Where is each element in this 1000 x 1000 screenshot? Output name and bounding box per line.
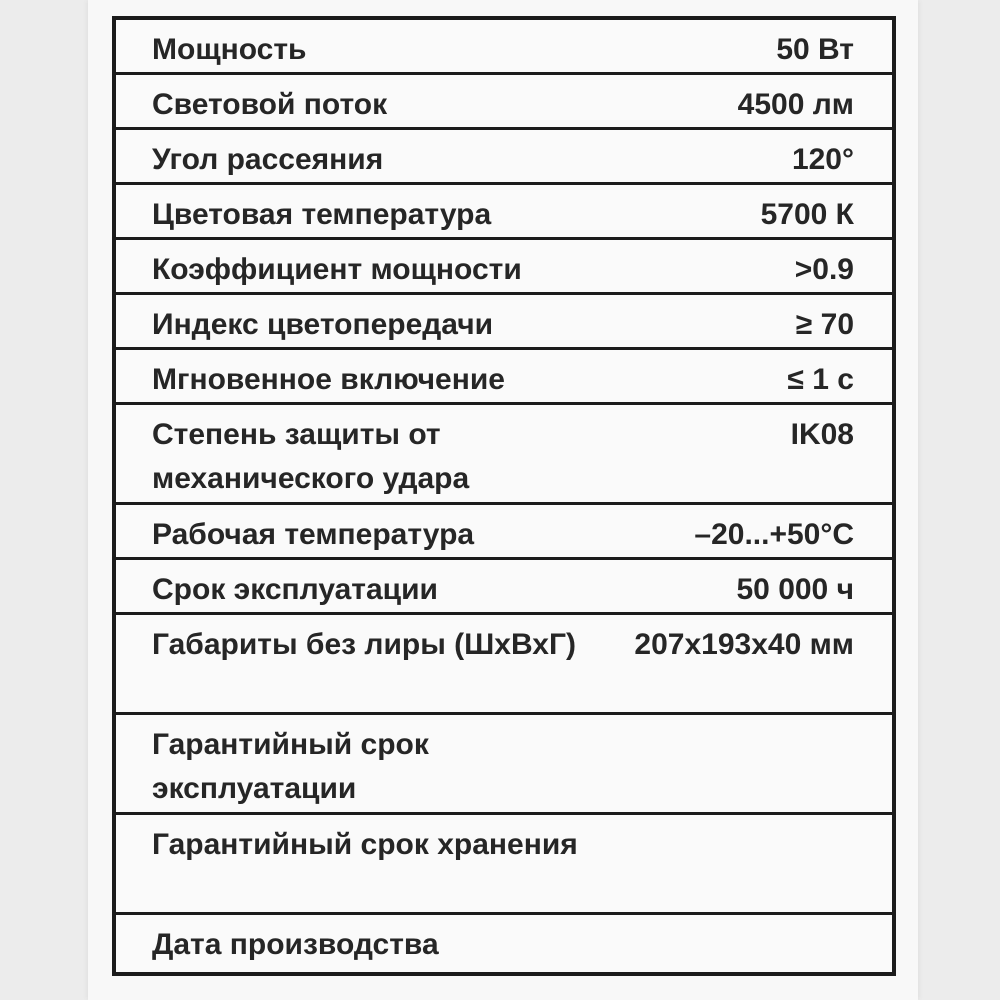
spec-row-warranty-storage <box>116 815 892 915</box>
spec-row-production-date <box>116 915 892 972</box>
spec-row-dimensions <box>116 615 892 715</box>
spec-value: ≥ 70 <box>795 308 854 341</box>
spec-value: 50 000 ч <box>736 573 854 606</box>
spec-label: Гарантийный срок хранения <box>152 828 578 861</box>
spec-value: 207х193х40 мм <box>634 628 854 661</box>
spec-value: –20...+50°С <box>694 518 854 551</box>
spec-row-beam-angle <box>116 130 892 185</box>
spec-value: 5700 К <box>760 198 854 231</box>
spec-row-color-rendering-index <box>116 295 892 350</box>
spec-label: Мгновенное включение <box>152 363 505 396</box>
spec-label: Дата производства <box>152 928 439 961</box>
spec-value: 4500 лм <box>737 88 854 121</box>
spec-value: IK08 <box>790 418 854 451</box>
spec-label: Срок эксплуатации <box>152 573 438 606</box>
spec-label: Индекс цветопередачи <box>152 308 494 341</box>
spec-label: Угол рассеяния <box>152 143 384 176</box>
spec-label: Коэффициент мощности <box>152 253 522 286</box>
spec-row-power-factor <box>116 240 892 295</box>
spec-value: ≤ 1 с <box>787 363 854 396</box>
spec-row-color-temperature <box>116 185 892 240</box>
spec-value: >0.9 <box>794 253 854 286</box>
spec-row-power <box>116 20 892 75</box>
spec-table <box>112 16 896 976</box>
spec-row-operating-temperature <box>116 505 892 560</box>
spec-label: Рабочая температура <box>152 518 475 551</box>
spec-label: Цветовая температура <box>152 198 492 231</box>
spec-row-impact-protection <box>116 405 892 505</box>
spec-label: Световой поток <box>152 88 388 121</box>
spec-label: Габариты без лиры (ШхВхГ) <box>152 628 576 661</box>
spec-value: 50 Вт <box>776 33 854 66</box>
spec-label: Гарантийный срок эксплуатации <box>152 728 429 805</box>
spec-row-luminous-flux <box>116 75 892 130</box>
spec-label: Мощность <box>152 33 307 66</box>
spec-label: Степень защиты от механического удара <box>152 418 470 495</box>
spec-row-service-life <box>116 560 892 615</box>
spec-value: 120° <box>791 143 854 176</box>
spec-row-warranty-operation <box>116 715 892 815</box>
spec-row-instant-start <box>116 350 892 405</box>
